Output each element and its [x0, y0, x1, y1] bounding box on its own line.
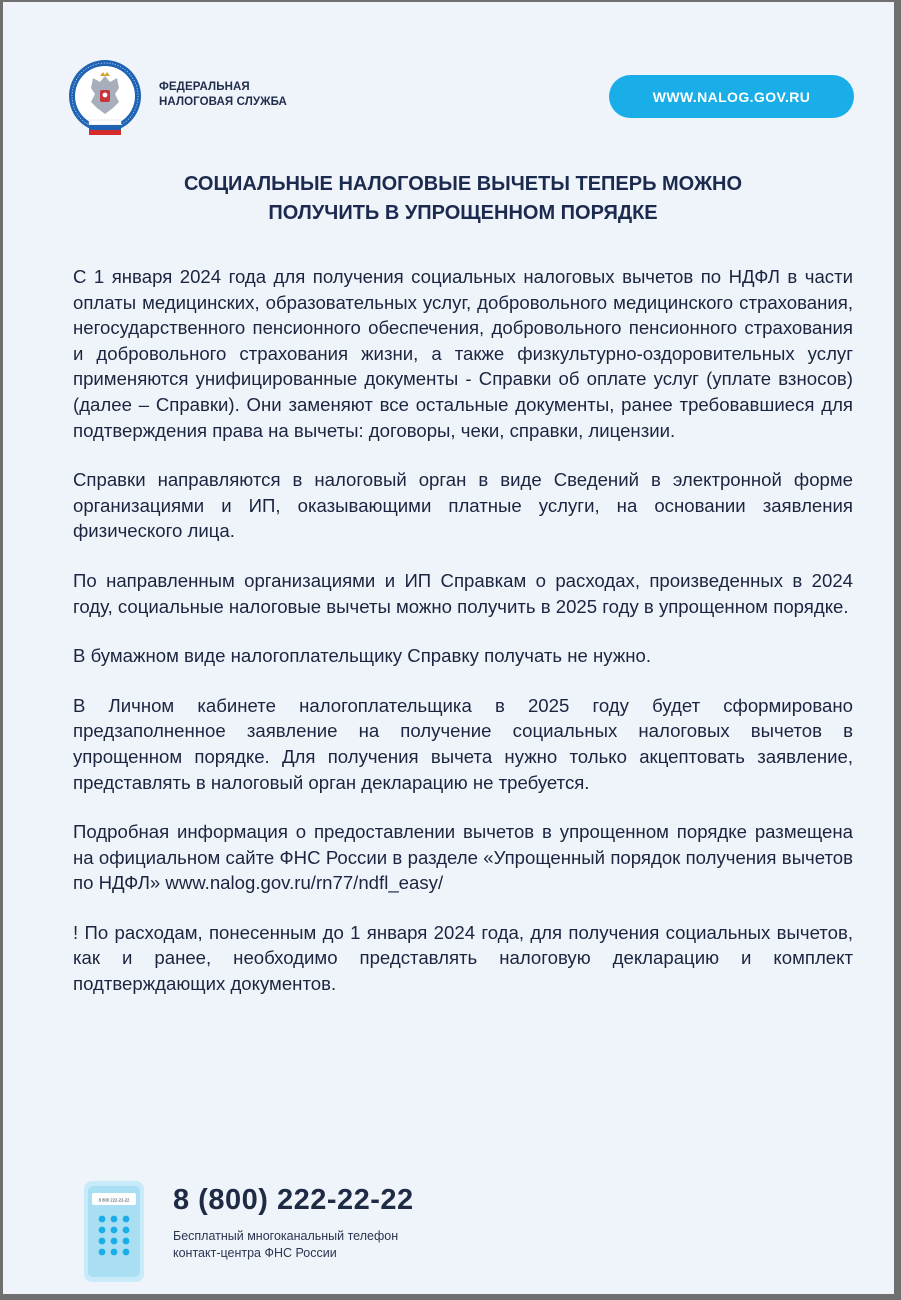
paragraph-paper: В бумажном виде налогоплательщику Справку получать не нужно.: [73, 645, 652, 667]
phone-screen-text: 8 800 222-22-22: [98, 1197, 130, 1203]
hotline-caption-line2: контакт-центра ФНС России: [173, 1246, 337, 1260]
paragraph-submission: Справки направляются в налоговый орган в виде Сведений в электронной форме организациями и ИП, оказывающими платные услуги, на основании заявления физического лица.: [73, 469, 853, 542]
fns-emblem-logo: [67, 58, 143, 138]
website-link-button[interactable]: WWW.NALOG.GOV.RU: [609, 75, 854, 118]
agency-name-line2: НАЛОГОВАЯ СЛУЖБА: [159, 96, 287, 108]
hotline-phone-number[interactable]: 8 (800) 222-22-22: [173, 1184, 414, 1216]
phone-icon: [84, 1181, 144, 1282]
paragraph-intro: С 1 января 2024 года для получения социальных налоговых вычетов по НДФЛ в части оплаты медицинских, образовательных услуг, добровольного медицинского страхования, негосударственного пенсионного обеспечения, добровольного пенсионного страхования и добровольного страхования жизни, а также физкультурно-оздоровительных услуг применяются унифицированные документы - Справки об оплате услуг (уплате взносов) (далее – Справки). Они заменяют все остальные документы, ранее требовавшиеся для подтверждения права на вычеты: договоры, чеки, справки, лицензии.: [73, 266, 853, 441]
hotline-caption-line1: Бесплатный многоканальный телефон: [173, 1229, 399, 1243]
hotline-caption: [173, 1228, 398, 1262]
page-bottom-edge: [0, 1294, 901, 1300]
paragraph-personal-account: В Личном кабинете налогоплательщика в 2025 году будет сформировано предзаполненное заявление на получение социальных налоговых вычетов в упрощенном порядке. Для получения вычета нужно только акцептовать заявление, представлять в налоговый орган декларацию не требуется.: [73, 694, 853, 793]
body-text: [73, 264, 853, 1021]
agency-name-line1: ФЕДЕРАЛЬНАЯ: [159, 81, 250, 93]
title-line1: СОЦИАЛЬНЫЕ НАЛОГОВЫЕ ВЫЧЕТЫ ТЕПЕРЬ МОЖНО: [183, 173, 743, 195]
paragraph-more-info: Подробная информация о предоставлении вычетов в упрощенном порядке размещена на официальном сайте ФНС России в разделе «Упрощенный порядок получения вычетов по НДФЛ» www.nalog.gov.ru/rn77/ndfl_easy/: [73, 821, 853, 894]
paragraph-note: ! По расходам, понесенным до 1 января 2024 года, для получения социальных вычетов, как и ранее, необходимо представлять налоговую декларацию и комплект подтверждающих документов.: [73, 921, 853, 995]
agency-name: [159, 80, 287, 110]
page-title: [73, 170, 853, 228]
title-line2: ПОЛУЧИТЬ В УПРОЩЕННОМ ПОРЯДКЕ: [268, 202, 658, 224]
flyer-page: [3, 2, 894, 1294]
paragraph-simplified: По направленным организациями и ИП Справкам о расходах, произведенных в 2024 году, социальные налоговые вычеты можно получить в 2025 году в упрощенном порядке.: [73, 569, 853, 617]
